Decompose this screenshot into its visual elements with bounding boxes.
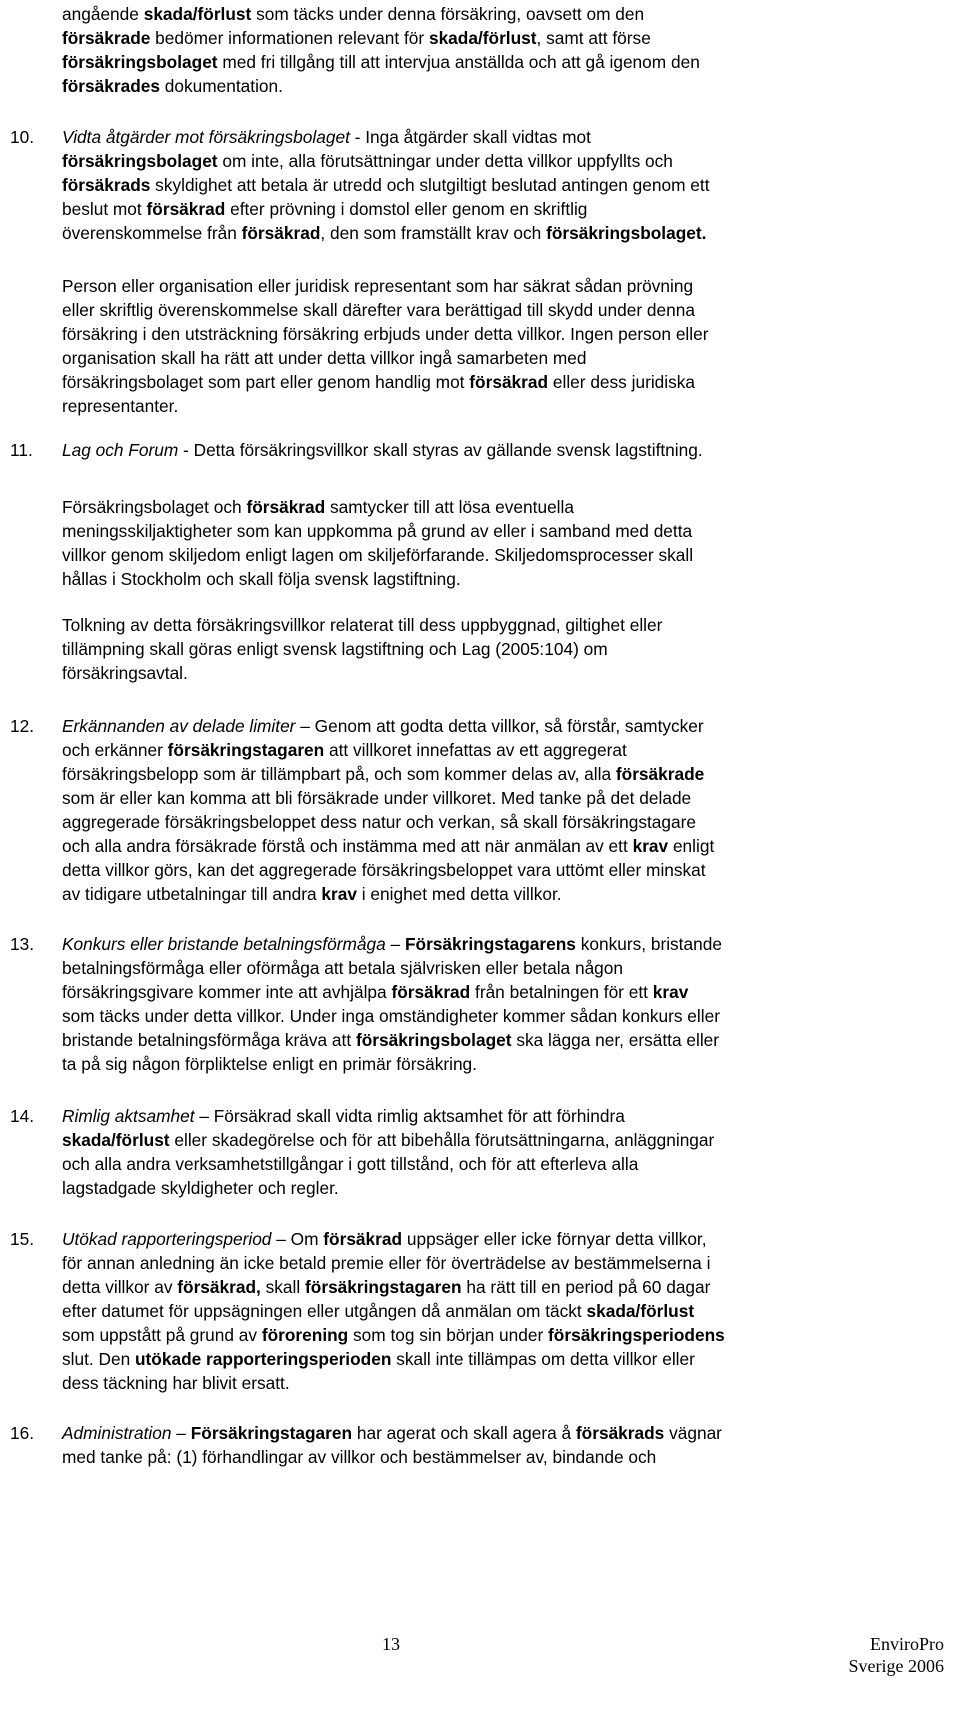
text-line [62,932,942,956]
text-run: försäkring i den utsträckning försäkring erbjuds under detta villkor. Ingen person eller [62,324,709,344]
text-run: ha rätt till en period på 60 dagar [461,1277,711,1297]
section-number: 11. [10,440,33,460]
text-run: bedömer informationen relevant för [150,28,429,48]
section-number: 10. [10,127,35,147]
text-line [62,125,942,149]
section-paragraph [62,1104,942,1200]
text-run: samtycker till att lösa eventuella [325,497,574,517]
bold-term: försäkringsbolaget [355,1030,512,1050]
text-line [62,738,942,762]
bold-term: krav [321,884,357,904]
bold-term: försäkrade [615,764,705,784]
text-line [62,274,942,298]
text-line [62,1347,942,1371]
bold-term: försäkrad [323,1229,403,1249]
section-paragraph [62,932,942,1076]
section-heading: Lag och Forum [62,440,179,460]
text-run: – [385,934,405,954]
text-line [62,173,942,197]
text-run: eller skriftlig överenskommelse skall därefter vara berättigad till skydd under denna [62,300,695,320]
text-run: av tidigare utbetalningar till andra [62,884,322,904]
text-run: enligt [668,836,715,856]
text-line [62,1323,942,1347]
text-run: – Försäkrad skall vidta rimlig aktsamhet för att förhindra [194,1106,625,1126]
footer-brand-name: EnviroPro [870,1634,944,1654]
bold-term: Försäkringstagaren [190,1423,353,1443]
text-run: dokumentation. [159,76,283,96]
bold-term: skada/förlust [428,28,537,48]
bold-term: försäkringstagaren [305,1277,462,1297]
intro-line [62,50,942,74]
text-run: detta villkor av [62,1277,178,1297]
text-line [62,1251,942,1275]
text-line [62,1152,942,1176]
footer-brand [784,1633,944,1677]
bold-term: skada/förlust [143,4,252,24]
text-run: Försäkringsbolaget och [62,497,247,517]
bold-term: försäkringsbolaget. [546,223,707,243]
text-run: i enighet med detta villkor. [356,884,562,904]
text-run: dess täckning har blivit ersatt. [62,1373,290,1393]
bold-term: försäkrad [469,372,549,392]
text-line [62,567,942,591]
bold-term: försäkrad [241,223,321,243]
text-run: har agerat och skall agera å [352,1423,576,1443]
text-line [62,519,942,543]
text-line [62,298,942,322]
section-paragraph [62,714,942,906]
intro-line [62,74,942,98]
text-line [62,882,942,906]
text-run: Person eller organisation eller juridisk representant som har säkrat sådan prövning [62,276,694,296]
text-run: betalningsförmåga eller oförmåga att betala självrisken eller betala någon [62,958,624,978]
bold-term: skada/förlust [62,1130,170,1150]
text-run: eller skadegörelse och för att bibehålla förutsättningarna, anläggningar [169,1130,715,1150]
text-run: som tog sin början under [348,1325,549,1345]
text-run: med fri tillgång till att intervjua anställda och att gå igenom den [217,52,700,72]
text-run: angående [62,4,144,24]
text-run: försäkringsbelopp som är tillämpbart på, och som kommer delas av, alla [62,764,616,784]
section-paragraph [62,613,942,685]
text-run: – Om [271,1229,324,1249]
text-run: villkor genom skiljedom enligt lagen om skiljeförfarande. Skiljedomsprocesser skall [62,545,694,565]
text-line [62,370,942,394]
section-number: 12. [10,716,35,736]
text-run: om inte, alla förutsättningar under detta villkor uppfyllts och [217,151,673,171]
text-run: – [171,1423,191,1443]
text-line [62,543,942,567]
page-number: 13 [382,1634,400,1654]
text-line [62,637,942,661]
section-number: 14. [10,1106,35,1126]
bold-term: krav [632,836,669,856]
text-run: och alla andra försäkrade förstå och instämma med att när anmälan av ett [62,836,633,856]
text-line [62,1128,942,1152]
text-line [62,322,942,346]
text-line [62,834,942,858]
text-run: försäkringsgivare kommer inte att avhjälpa [62,982,392,1002]
footer-brand-region: Sverige 2006 [848,1656,944,1676]
text-line [62,1421,942,1445]
text-run: efter prövning i domstol eller genom en skriftlig [225,199,588,219]
text-run: och erkänner [62,740,168,760]
text-line [62,1371,942,1395]
text-run: med tanke på: (1) förhandlingar av villkor och bestämmelser av, bindande och [62,1447,657,1467]
section-heading: Administration [62,1423,172,1443]
text-line [62,197,942,221]
text-run: – Genom att godta detta villkor, så förstår, samtycker [295,716,704,736]
text-run: överenskommelse från [62,223,242,243]
text-run: detta villkor görs, kan det aggregerade försäkringsbeloppet vara uttömt eller minskat [62,860,706,880]
text-run: konkurs, bristande [575,934,722,954]
text-line [62,858,942,882]
section-number: 16. [10,1423,35,1443]
bold-term: utökade rapporteringsperioden [135,1349,392,1369]
text-line [62,714,942,738]
text-run: bristande betalningsförmåga kräva att [62,1030,356,1050]
text-run: ska lägga ner, ersätta eller [511,1030,720,1050]
text-line [62,1104,942,1128]
text-run: för annan anledning än icke betald premie eller för överträdelse av bestämmelserna i [62,1253,711,1273]
text-run: representanter. [62,396,179,416]
text-run: efter datumet för uppsägningen eller utgången då anmälan om täckt [62,1301,587,1321]
text-run: skyldighet att betala är utredd och slutgiltigt beslutad antingen genom ett [150,175,710,195]
bold-term: försäkrads [575,1423,665,1443]
text-line [62,1052,942,1076]
text-line [62,810,942,834]
section-number: 15. [10,1229,35,1249]
bold-term: försäkringsperiodens [548,1325,725,1345]
section-heading: Erkännanden av delade limiter [62,716,296,736]
text-run: och alla andra verksamhetstillgångar i gott tillstånd, och för att efterleva alla [62,1154,639,1174]
section-paragraph [62,438,942,462]
section-paragraph [62,495,942,591]
text-run: att villkoret innefattas av ett aggregerat [324,740,627,760]
text-line [62,1004,942,1028]
text-run: skall inte tillämpas om detta villkor eller [391,1349,695,1369]
bold-term: skada/förlust [586,1301,695,1321]
bold-term: försäkrad [246,497,326,517]
text-run: som täcks under denna försäkring, oavsett om den [251,4,645,24]
text-run: organisation skall ha rätt att under detta villkor ingå samarbeten med [62,348,587,368]
text-line [62,346,942,370]
text-run: som täcks under detta villkor. Under inga omständigheter kommer sådan konkurs eller [62,1006,720,1026]
section-paragraph [62,125,942,245]
text-line [62,1176,942,1200]
text-run: hållas i Stockholm och skall följa svensk lagstiftning. [62,569,461,589]
text-run: , samt att förse [536,28,651,48]
section-heading: Rimlig aktsamhet [62,1106,195,1126]
text-run: från betalningen för ett [470,982,653,1002]
bold-term: förorening [261,1325,349,1345]
bold-term: krav [652,982,689,1002]
intro-line [62,26,942,50]
text-run: , den som framställt krav och [320,223,547,243]
bold-term: försäkrade [62,28,151,48]
text-line [62,149,942,173]
bold-term: försäkringstagaren [167,740,325,760]
text-run: slut. Den [62,1349,135,1369]
text-line [62,1299,942,1323]
text-run: meningsskiljaktigheter som kan uppkomma på grund av eller i samband med detta [62,521,693,541]
section-number: 13. [10,934,35,954]
text-line [62,613,942,637]
text-run: aggregerade försäkringsbeloppet dess natur och verkan, så skall försäkringstagare [62,812,697,832]
intro-line [62,2,942,26]
text-run: som är eller kan komma att bli försäkrade under villkoret. Med tanke på det delade [62,788,692,808]
text-run: försäkringsavtal. [62,663,188,683]
section-heading: Utökad rapporteringsperiod [62,1229,272,1249]
bold-term: Försäkringstagarens [404,934,576,954]
bold-term: försäkrad, [177,1277,261,1297]
bold-term: försäkringsbolaget [62,151,218,171]
section-heading: Vidta åtgärder mot försäkringsbolaget [62,127,350,147]
intro-paragraph [62,2,942,98]
text-line [62,1227,942,1251]
bold-term: försäkringsbolaget [62,52,218,72]
text-run: skall [260,1277,306,1297]
text-run: - Inga åtgärder skall vidtas mot [349,127,591,147]
section-paragraph [62,1227,942,1395]
text-line [62,786,942,810]
text-run: som uppstått på grund av [62,1325,262,1345]
text-line [62,956,942,980]
section-heading: Konkurs eller bristande betalningsförmåga [62,934,386,954]
text-line [62,394,942,418]
text-line [62,980,942,1004]
section-paragraph [62,1421,942,1469]
text-line [62,1275,942,1299]
text-run: Tolkning av detta försäkringsvillkor relaterat till dess uppbyggnad, giltighet eller [62,615,663,635]
text-line [62,1028,942,1052]
text-run: uppsäger eller icke förnyar detta villkor, [402,1229,707,1249]
section-paragraph [62,274,942,418]
text-line [62,438,942,462]
text-line [62,661,942,685]
text-line [62,495,942,519]
bold-term: försäkrads [62,175,151,195]
bold-term: försäkrad [146,199,226,219]
text-run: lagstadgade skyldigheter och regler. [62,1178,339,1198]
text-line [62,762,942,786]
bold-term: försäkrad [391,982,471,1002]
text-run: - Detta försäkringsvillkor skall styras av gällande svensk lagstiftning. [178,440,703,460]
text-run: ta på sig någon förpliktelse enligt en primär försäkring. [62,1054,477,1074]
text-run: eller dess juridiska [548,372,696,392]
text-run: försäkringsbolaget som part eller genom handlig mot [62,372,470,392]
bold-term: försäkrades [62,76,160,96]
text-line [62,1445,942,1469]
text-run: vägnar [664,1423,722,1443]
text-run: tillämpning skall göras enligt svensk lagstiftning och Lag (2005:104) om [62,639,608,659]
text-line [62,221,942,245]
text-run: beslut mot [62,199,147,219]
